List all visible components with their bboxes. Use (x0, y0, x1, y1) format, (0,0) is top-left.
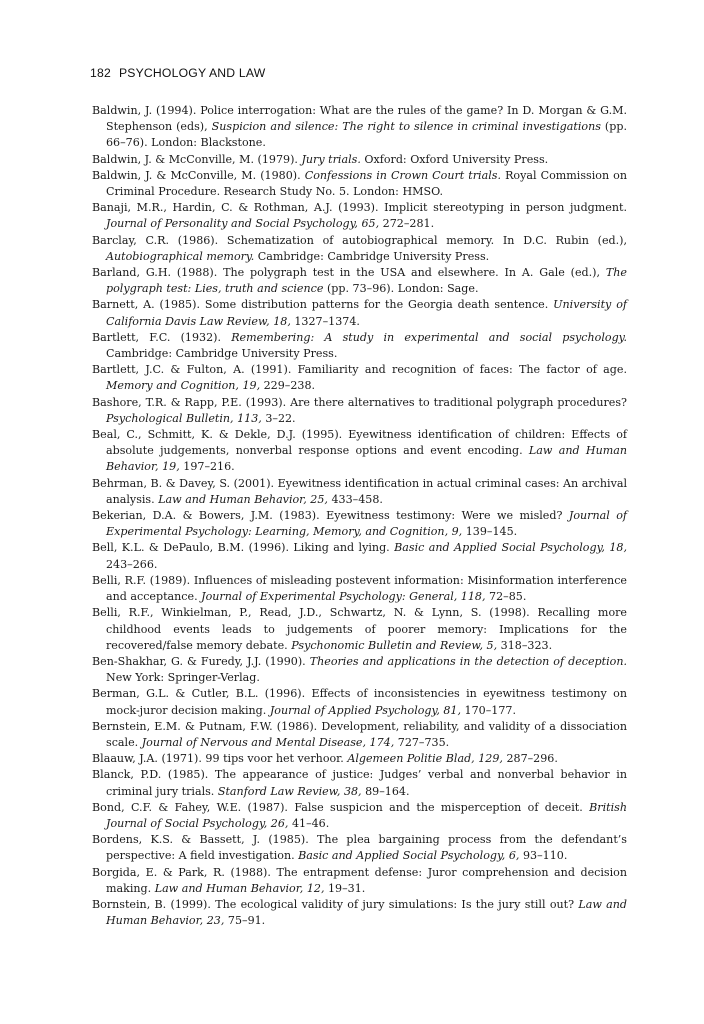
reference-entry (92, 168, 627, 200)
reference-text: 19–31. (324, 881, 366, 895)
reference-text: Belli, R.F. (1989). Influences of misleading postevent information: Misinformation interference and acceptance. (92, 573, 627, 604)
reference-entry (92, 800, 627, 832)
reference-entry (92, 686, 627, 718)
reference-source: Confessions in Crown Court trials. (304, 168, 501, 182)
reference-source: Law and Human Behavior, 12, (154, 881, 325, 895)
reference-text: 139–145. (462, 525, 518, 539)
reference-entry (92, 654, 627, 686)
reference-text: 89–164. (361, 784, 410, 798)
reference-source: Autobiographical memory. (106, 249, 255, 263)
reference-text: Barclay, C.R. (1986). Schematization of autobiographical memory. In D.C. Rubin (ed.), (92, 233, 627, 247)
reference-text: Oxford: Oxford University Press. (360, 152, 549, 166)
reference-text: Banaji, M.R., Hardin, C. & Rothman, A.J. (1993). Implicit stereotyping in person judgment. (92, 201, 627, 215)
reference-source: Law and Human Behavior, 19, (106, 444, 627, 474)
reference-text: New York: Springer-Verlag. (106, 671, 260, 685)
reference-text: 1327–1374. (290, 314, 360, 328)
reference-entry (92, 719, 627, 751)
reference-text: Royal Commission on Criminal Procedure. Research Study No. 5. London: HMSO. (106, 168, 627, 199)
reference-source: Basic and Applied Social Psychology, 6, (298, 849, 520, 863)
reference-entry (92, 767, 627, 799)
reference-text: 197–216. (179, 460, 235, 474)
reference-text: Bernstein, E.M. & Putnam, F.W. (1986). Development, reliability, and validity of a dissociation scale. (92, 719, 627, 749)
reference-list (92, 103, 627, 929)
reference-text: Barland, G.H. (1988). The polygraph test in the USA and elsewhere. In A. Gale (ed.), (92, 266, 606, 280)
reference-text: (pp. 73–96). London: Sage. (323, 282, 479, 296)
reference-text: Bond, C.F. & Fahey, W.E. (1987). False suspicion and the misperception of deceit. (92, 800, 590, 814)
reference-text: Cambridge: Cambridge University Press. (106, 347, 338, 361)
reference-source: Memory and Cognition, 19, (106, 379, 261, 393)
reference-text: Bekerian, D.A. & Bowers, J.M. (1983). Eyewitness testimony: Were we misled? (92, 509, 569, 523)
reference-text: 727–735. (394, 735, 450, 749)
page-number: 182 (90, 66, 111, 80)
reference-text: Beal, C., Schmitt, K. & Dekle, D.J. (1995). Eyewitness identification of children: Effects of absolute judgements, nonverbal response options and event encoding. (92, 428, 627, 458)
reference-text: 3–22. (261, 411, 296, 425)
reference-text: Bashore, T.R. & Rapp, P.E. (1993). Are there alternatives to traditional polygraph procedures? (92, 395, 627, 409)
reference-text: 93–110. (519, 849, 568, 863)
reference-text: Baldwin, J. & McConville, M. (1979). (92, 152, 302, 166)
reference-entry (92, 297, 627, 329)
reference-text: (pp. 66–76). London: Blackstone. (106, 120, 627, 150)
reference-source: Basic and Applied Social Psychology, 18, (394, 541, 627, 555)
reference-source: Remembering: A study in experimental and social psychology. (231, 330, 627, 344)
reference-source: Journal of Experimental Psychology: General, 118, (201, 590, 486, 604)
reference-text: Cambridge: Cambridge University Press. (254, 249, 490, 263)
running-title: PSYCHOLOGY AND LAW (118, 66, 266, 80)
reference-entry (92, 233, 627, 265)
reference-text: Borgida, E. & Park, R. (1988). The entrapment defense: Juror comprehension and decision making. (92, 865, 627, 895)
reference-entry (92, 476, 627, 508)
reference-text: 170–177. (461, 703, 516, 717)
reference-entry (92, 362, 627, 394)
reference-source: Algemeen Politie Blad, 129, (347, 752, 503, 766)
reference-entry (92, 573, 627, 605)
reference-source: The polygraph test: Lies, truth and science (106, 266, 627, 296)
reference-source: Stanford Law Review, 38, (217, 784, 362, 798)
reference-entry (92, 330, 627, 362)
reference-entry (92, 540, 627, 572)
reference-source: Law and Human Behavior, 25, (158, 492, 328, 506)
reference-entry (92, 103, 627, 152)
reference-text: 287–296. (502, 752, 558, 766)
reference-source: Psychonomic Bulletin and Review, 5, (291, 638, 498, 652)
reference-text: Blaauw, J.A. (1971). 99 tips voor het verhoor. (92, 752, 348, 766)
reference-text: 433–458. (327, 492, 383, 506)
reference-text: 243–266. (106, 557, 158, 571)
reference-text: Barnett, A. (1985). Some distribution patterns for the Georgia death sentence. (92, 298, 554, 312)
reference-text: Bordens, K.S. & Bassett, J. (1985). The plea bargaining process from the defendant’s perspective: A field investigation. (92, 833, 627, 863)
reference-text: Berman, G.L. & Cutler, B.L. (1996). Effects of inconsistencies in eyewitness testimony on mock-juror decision making. (92, 687, 627, 717)
reference-text: 318–323. (497, 638, 553, 652)
reference-source: Suspicion and silence: The right to silence in criminal investigations (211, 120, 601, 134)
reference-text: 272–281. (379, 217, 435, 231)
reference-text: 229–238. (260, 379, 316, 393)
reference-source: Journal of Nervous and Mental Disease, 174, (141, 735, 395, 749)
reference-source: Law and Human Behavior, 23, (106, 897, 627, 928)
reference-text: Baldwin, J. (1994). Police interrogation: What are the rules of the game? In D. Morgan & G.M. Stephenson (eds), (92, 104, 627, 134)
reference-text: Blanck, P.D. (1985). The appearance of justice: Judges’ verbal and nonverbal behavior in criminal jury trials. (92, 768, 627, 798)
reference-entry (92, 152, 627, 168)
reference-entry (92, 395, 627, 427)
reference-text: Bell, K.L. & DePaulo, B.M. (1996). Liking and lying. (92, 541, 395, 555)
reference-text: 75–91. (224, 914, 266, 928)
reference-text: Belli, R.F., Winkielman, P., Read, J.D., Schwartz, N. & Lynn, S. (1998). Recalling more childhood events leads to judgements of poorer memory: Implications for the recovered/false memory debate. (92, 606, 627, 652)
reference-source: Psychological Bulletin, 113, (106, 411, 262, 425)
reference-entry (92, 832, 627, 864)
reference-text: Bartlett, F.C. (1932). (92, 330, 232, 344)
reference-source: Jury trials. (301, 152, 361, 166)
reference-entry (92, 265, 627, 297)
reference-text: Bornstein, B. (1999). The ecological validity of jury simulations: Is the jury still out? (92, 897, 579, 911)
reference-entry (92, 751, 627, 767)
reference-source: University of California Davis Law Review, 18, (106, 298, 627, 328)
reference-text: Behrman, B. & Davey, S. (2001). Eyewitness identification in actual criminal cases: An archival analysis. (92, 476, 627, 506)
reference-entry (92, 200, 627, 232)
reference-entry (92, 897, 627, 929)
reference-text: Ben-Shakhar, G. & Furedy, J.J. (1990). (92, 654, 310, 668)
reference-source: British Journal of Social Psychology, 26, (106, 800, 627, 830)
reference-source: Theories and applications in the detection of deception. (309, 654, 627, 668)
reference-entry (92, 508, 627, 540)
reference-entry (92, 427, 627, 476)
reference-text: Baldwin, J. & McConville, M. (1980). (92, 168, 305, 182)
reference-text: 41–46. (288, 816, 330, 830)
reference-source: Journal of Experimental Psychology: Learning, Memory, and Cognition, 9, (106, 509, 627, 539)
reference-entry (92, 865, 627, 897)
running-head (90, 66, 265, 80)
reference-source: Journal of Personality and Social Psychology, 65, (106, 217, 380, 231)
reference-source: Journal of Applied Psychology, 81, (269, 703, 462, 717)
reference-entry (92, 605, 627, 654)
reference-text: Bartlett, J.C. & Fulton, A. (1991). Familiarity and recognition of faces: The factor of age. (92, 363, 627, 377)
reference-text: 72–85. (485, 590, 527, 604)
